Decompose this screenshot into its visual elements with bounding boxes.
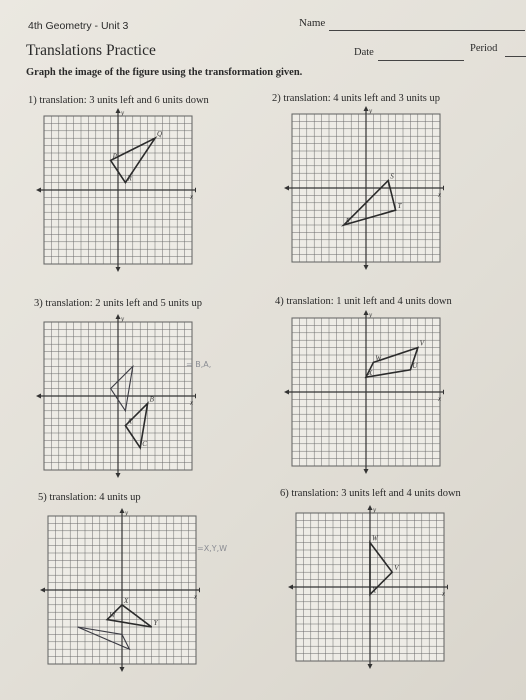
y-axis-down-arrow [116, 473, 121, 478]
problem-2-coordinate-grid[interactable] [284, 106, 444, 276]
x-axis-label: x [442, 590, 446, 598]
y-axis-up-arrow [368, 505, 373, 510]
x-axis-left-arrow [284, 390, 289, 395]
problem-6-prompt: 6) translation: 3 units left and 4 units down [280, 488, 461, 499]
date-blank-line[interactable] [378, 60, 464, 61]
vertex-label: Q [157, 130, 163, 139]
y-axis-up-arrow [120, 508, 125, 513]
problem-2-prompt: 2) translation: 4 units left and 3 units up [272, 93, 440, 104]
y-axis-down-arrow [116, 267, 121, 272]
y-axis-down-arrow [120, 667, 125, 672]
vertex-label: C [142, 439, 147, 448]
instructions: Graph the image of the figure using the transformation given. [26, 67, 303, 78]
worksheet-title: Translations Practice [26, 42, 156, 59]
vertex-label: X [124, 596, 129, 605]
vertex-label: V [419, 339, 425, 348]
y-axis-down-arrow [368, 664, 373, 669]
x-axis-left-arrow [288, 585, 293, 590]
y-axis-label: y [373, 506, 377, 514]
vertex-label: P [112, 152, 117, 161]
x-axis-label: x [438, 191, 442, 199]
problem-4-coordinate-grid[interactable] [284, 310, 444, 480]
vertex-label: X [372, 586, 377, 595]
y-axis-label: y [369, 107, 373, 115]
x-axis-right-arrow [195, 188, 196, 193]
vertex-label: Y [153, 619, 158, 627]
y-axis-up-arrow [116, 108, 121, 113]
x-axis-right-arrow [447, 585, 448, 590]
handwritten-note-3: = B,A, [186, 360, 212, 369]
vertex-label: V [394, 564, 399, 573]
y-axis-up-arrow [364, 310, 369, 315]
y-axis-down-arrow [364, 469, 369, 474]
vertex-label: A [127, 417, 132, 426]
y-axis-label: y [369, 311, 373, 319]
problem-1-coordinate-grid[interactable] [36, 108, 196, 278]
problem-3-prompt: 3) translation: 2 units left and 5 units up [34, 298, 202, 309]
course-unit-label: 4th Geometry - Unit 3 [28, 20, 129, 32]
vertex-label: W [375, 354, 382, 363]
problem-5-prompt: 5) translation: 4 units up [38, 492, 141, 503]
name-label: Name [299, 17, 326, 29]
x-axis-label: x [194, 593, 198, 601]
date-label: Date [354, 47, 374, 58]
vertex-label: R [345, 217, 351, 225]
x-axis-right-arrow [443, 186, 444, 191]
problem-4-prompt: 4) translation: 1 unit left and 4 units down [275, 296, 452, 307]
x-axis-right-arrow [443, 390, 444, 395]
x-axis-label: x [190, 193, 194, 201]
y-axis-label: y [125, 509, 129, 517]
problem-1-prompt: 1) translation: 3 units left and 6 units down [28, 95, 209, 106]
vertex-label: W [372, 534, 378, 543]
x-axis-right-arrow [199, 588, 200, 593]
vertex-label: R [127, 174, 132, 183]
vertex-label: B [149, 395, 154, 404]
vertex-label: W [109, 611, 116, 620]
y-axis-down-arrow [364, 265, 369, 270]
x-axis-left-arrow [40, 588, 45, 593]
x-axis-left-arrow [36, 188, 41, 193]
x-axis-left-arrow [36, 394, 41, 399]
problem-6-coordinate-grid[interactable] [288, 505, 448, 675]
x-axis-right-arrow [195, 394, 196, 399]
handwritten-note-5: =X,Y,W [197, 544, 228, 553]
vertex-label: X [368, 369, 373, 378]
name-blank-line[interactable] [329, 30, 525, 31]
period-blank-line[interactable] [505, 56, 526, 57]
x-axis-label: x [190, 399, 194, 407]
y-axis-label: y [121, 315, 125, 323]
vertex-label: U [412, 361, 418, 370]
x-axis-label: x [438, 395, 442, 403]
vertex-label: T [397, 202, 402, 211]
period-label: Period [470, 43, 498, 54]
y-axis-up-arrow [116, 314, 121, 319]
problem-3-coordinate-grid[interactable] [36, 314, 196, 484]
y-axis-up-arrow [364, 106, 369, 111]
vertex-label: S [390, 172, 394, 181]
x-axis-left-arrow [284, 186, 289, 191]
y-axis-label: y [121, 109, 125, 117]
problem-5-coordinate-grid[interactable] [40, 508, 200, 678]
